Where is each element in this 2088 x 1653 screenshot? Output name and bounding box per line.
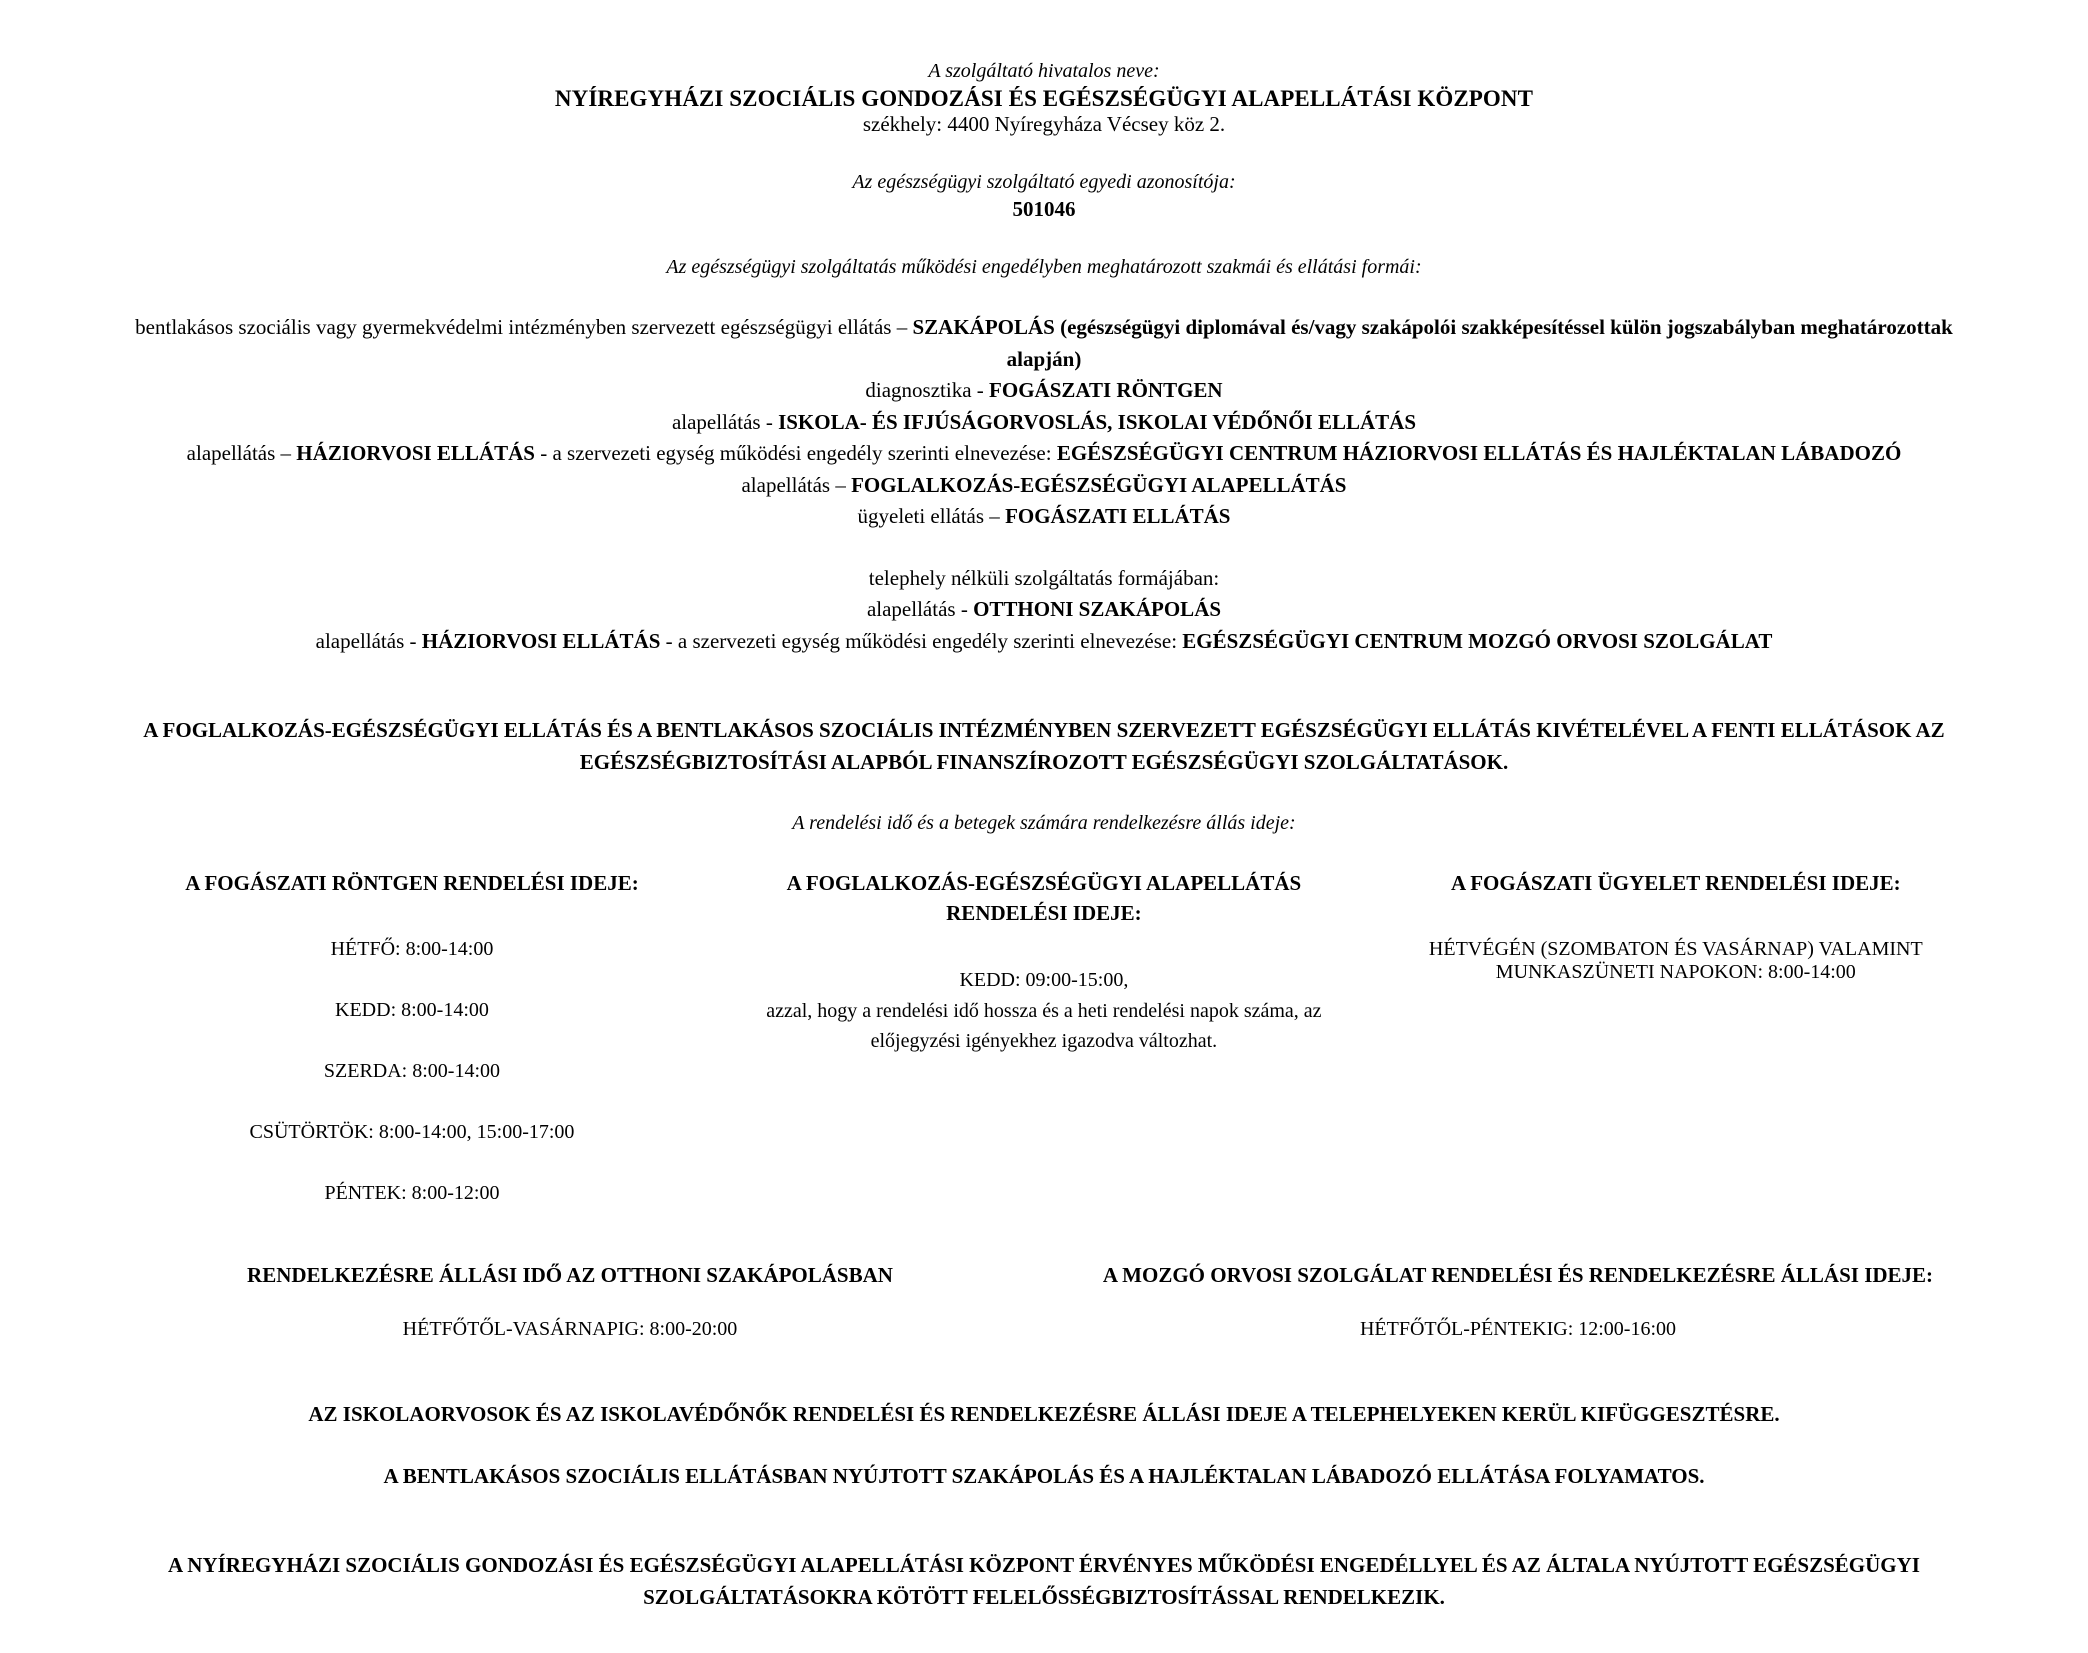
hours-columns	[96, 868, 1992, 1205]
service-strong: OTTHONI SZAKÁPOLÁS	[973, 597, 1222, 621]
spacer	[96, 657, 1992, 715]
mobile-service-hours-column	[1044, 1263, 1992, 1341]
service-strong: HÁZIORVOSI ELLÁTÁS	[296, 441, 535, 465]
service-strong: HÁZIORVOSI ELLÁTÁS	[421, 628, 661, 653]
service-strong: ISKOLA- ÉS IFJÚSÁGORVOSLÁS, ISKOLAI VÉDŐNŐI ELLÁTÁS	[778, 409, 1417, 434]
xray-hour-row: HÉTFŐ: 8:00-14:00	[330, 938, 494, 961]
dental-duty-hour-row: HÉTVÉGÉN (SZOMBATON ÉS VASÁRNAP) VALAMINT MUNKASZÜNETI NAPOKON: 8:00-14:00	[1428, 938, 1923, 984]
spacer	[96, 137, 1992, 167]
service-item	[96, 470, 1992, 502]
without-site-intro: telephely nélküli szolgáltatás formájában:	[868, 565, 1220, 590]
service-middle: - a szervezeti egység működési engedély szerinti elnevezése:	[660, 628, 1183, 653]
service-prefix: diagnosztika -	[865, 378, 990, 402]
service-prefix: ügyeleti ellátás –	[857, 504, 1006, 528]
service-middle: - a szervezeti egység működési engedély szerinti elnevezése:	[534, 441, 1057, 465]
service-prefix: alapellátás -	[315, 628, 422, 653]
spacer	[96, 282, 1992, 312]
service-item	[96, 594, 1992, 626]
spacer	[96, 778, 1992, 808]
service-strong-2: EGÉSZSÉGÜGYI CENTRUM HÁZIORVOSI ELLÁTÁS ÉS HAJLÉKTALAN LÁBADOZÓ	[1056, 441, 1902, 465]
occupational-hour-row: KEDD: 09:00-15:00,	[959, 968, 1129, 991]
occupational-hours-heading: A FOGLALKOZÁS-EGÉSZSÉGÜGYI ALAPELLÁTÁS RENDELÉSI IDEJE:	[786, 871, 1302, 926]
occupational-hours-column	[728, 868, 1360, 1205]
home-care-hours-heading: RENDELKEZÉSRE ÁLLÁSI IDŐ AZ OTTHONI SZAKÁPOLÁSBAN	[247, 1263, 893, 1288]
official-name-label: A szolgáltató hivatalos neve:	[928, 60, 1160, 82]
dental-duty-hours-heading: A FOGÁSZATI ÜGYELET RENDELÉSI IDEJE:	[1450, 871, 1901, 895]
financing-note: A FOGLALKOZÁS-EGÉSZSÉGÜGYI ELLÁTÁS ÉS A BENTLAKÁSOS SZOCIÁLIS INTÉZMÉNYBEN SZERVEZETT EGÉSZSÉGÜGYI ELLÁTÁS KIVÉTELÉVEL A FENTI ELLÁTÁSOK AZ EGÉSZSÉGBIZTOSÍTÁSI ALAPBÓL FINANSZÍROZOTT EGÉSZSÉGÜGYI SZOLGÁLTATÁSOK.	[143, 718, 1945, 774]
service-prefix: alapellátás -	[671, 409, 779, 434]
service-strong: SZAKÁPOLÁS (egészségügyi diplomával és/vagy szakápolói szakképesítéssel külön jogszabályban meghatározottak alapján)	[912, 315, 1953, 371]
spacer	[96, 1341, 1992, 1399]
xray-hour-row: SZERDA: 8:00-14:00	[323, 1060, 501, 1083]
spacer	[96, 222, 1992, 252]
provider-id-value: 501046	[1012, 197, 1076, 221]
provider-id-label: Az egészségügyi szolgáltató egyedi azonosítója:	[852, 171, 1236, 193]
dental-duty-hours-column	[1360, 868, 1992, 1205]
service-prefix: alapellátás –	[186, 441, 297, 465]
service-prefix: alapellátás –	[741, 472, 852, 497]
spacer	[96, 1492, 1992, 1550]
service-item	[96, 312, 1992, 375]
services-intro: Az egészségügyi szolgáltatás működési engedélyben meghatározott szakmái és ellátási formái:	[666, 256, 1422, 278]
xray-hour-row: KEDD: 8:00-14:00	[335, 999, 489, 1022]
official-name: NYÍREGYHÁZI SZOCIÁLIS GONDOZÁSI ÉS EGÉSZSÉGÜGYI ALAPELLÁTÁSI KÖZPONT	[554, 86, 1534, 111]
service-strong: FOGÁSZATI ELLÁTÁS	[1005, 504, 1231, 528]
service-strong: FOGÁSZATI RÖNTGEN	[989, 378, 1223, 402]
home-care-hour-row: HÉTFŐTŐL-VASÁRNAPIG: 8:00-20:00	[402, 1318, 738, 1341]
service-item	[96, 407, 1992, 439]
xray-hour-row: PÉNTEK: 8:00-12:00	[324, 1182, 500, 1205]
seat-address: székhely: 4400 Nyíregyháza Vécsey köz 2.	[862, 112, 1226, 136]
mobile-service-hour-row: HÉTFŐTŐL-PÉNTEKIG: 12:00-16:00	[1359, 1318, 1677, 1341]
additional-hours-columns	[96, 1263, 1992, 1341]
service-item	[96, 626, 1992, 658]
service-prefix: bentlakásos szociális vagy gyermekvédelmi intézményben szervezett egészségügyi ellátás –	[135, 315, 913, 339]
service-strong: FOGLALKOZÁS-EGÉSZSÉGÜGYI ALAPELLÁTÁS	[851, 472, 1347, 497]
home-care-hours-column	[96, 1263, 1044, 1341]
service-item	[96, 438, 1992, 470]
xray-hour-row: CSÜTÖRTÖK: 8:00-14:00, 15:00-17:00	[249, 1121, 575, 1144]
xray-hours-heading: A FOGÁSZATI RÖNTGEN RENDELÉSI IDEJE:	[185, 871, 639, 895]
school-doctors-statement: AZ ISKOLAORVOSOK ÉS AZ ISKOLAVÉDŐNŐK RENDELÉSI ÉS RENDELKEZÉSRE ÁLLÁSI IDEJE A TELEPHELYEKEN KERÜL KIFÜGGESZTÉSRE.	[308, 1402, 1780, 1427]
services-list	[96, 312, 1992, 533]
occupational-hours-note: azzal, hogy a rendelési idő hossza és a heti rendelési napok száma, az előjegyzési igényekhez igazodva változhat.	[766, 999, 1322, 1052]
service-item	[96, 375, 1992, 407]
residential-care-statement: A BENTLAKÁSOS SZOCIÁLIS ELLÁTÁSBAN NYÚJTOTT SZAKÁPOLÁS ÉS A HAJLÉKTALAN LÁBADOZÓ ELLÁTÁSA FOLYAMATOS.	[383, 1463, 1705, 1488]
spacer	[96, 838, 1992, 868]
service-strong-2: EGÉSZSÉGÜGYI CENTRUM MOZGÓ ORVOSI SZOLGÁLAT	[1182, 628, 1773, 653]
hours-intro: A rendelési idő és a betegek számára rendelkezésre állás ideje:	[792, 812, 1296, 834]
spacer	[96, 533, 1992, 563]
xray-hours-column	[96, 868, 728, 1205]
license-statement: A NYÍREGYHÁZI SZOCIÁLIS GONDOZÁSI ÉS EGÉSZSÉGÜGYI ALAPELLÁTÁSI KÖZPONT ÉRVÉNYES MŰKÖDÉSI ENGEDÉLLYEL ÉS AZ ÁLTALA NYÚJTOTT EGÉSZSÉGÜGYI SZOLGÁLTATÁSOKRA KÖTÖTT FELELŐSSÉGBIZTOSÍTÁSSAL RENDELKEZIK.	[168, 1553, 1920, 1609]
spacer	[96, 1205, 1992, 1263]
mobile-service-hours-heading: A MOZGÓ ORVOSI SZOLGÁLAT RENDELÉSI ÉS RENDELKEZÉSRE ÁLLÁSI IDEJE:	[1102, 1263, 1934, 1288]
service-prefix: alapellátás -	[866, 597, 974, 621]
without-site-services	[96, 563, 1992, 658]
service-item	[96, 501, 1992, 533]
